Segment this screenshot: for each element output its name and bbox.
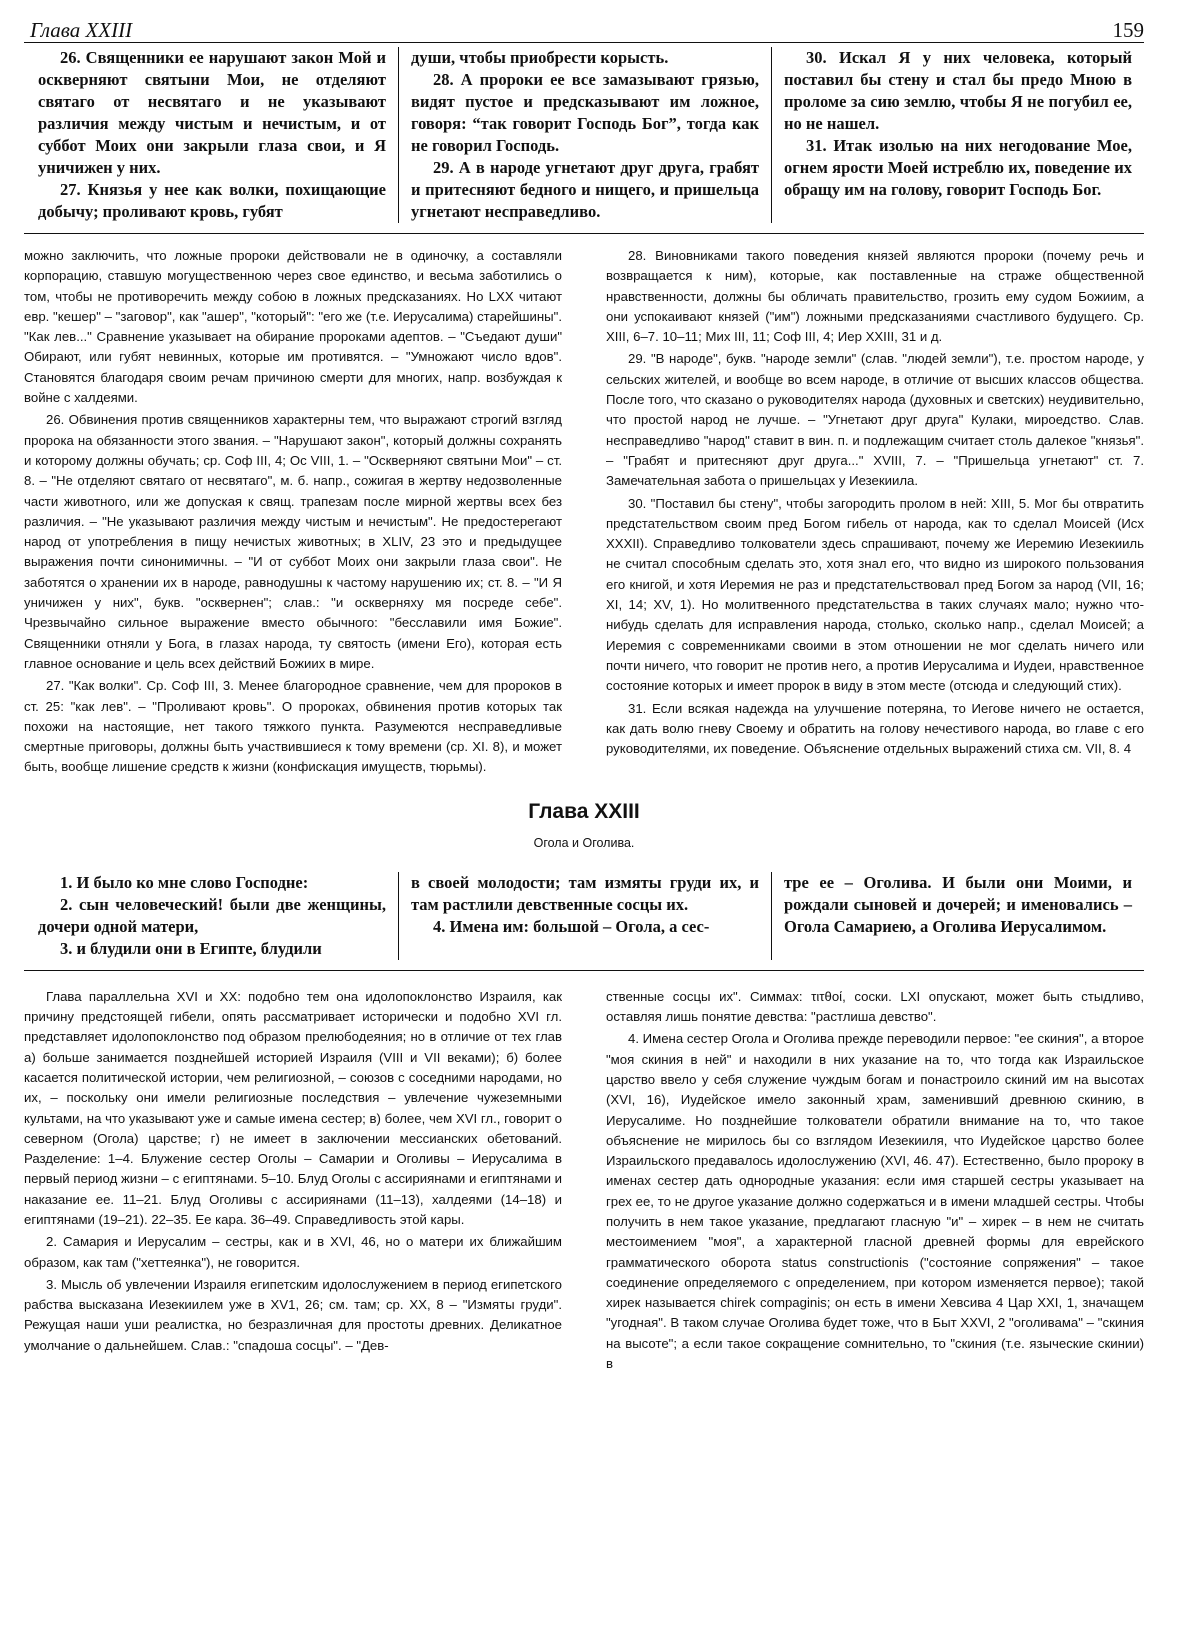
verse-column	[771, 47, 1144, 223]
divider	[24, 233, 1144, 234]
chapter-title: Глава XXIII	[528, 799, 640, 823]
verse-30: 30. Искал Я у них человека, который поставил бы стену и стал бы предо Мною в проломе за сию землю, чтобы Я не погубил ее, но не нашел.	[784, 48, 1132, 133]
commentary-top	[24, 246, 1144, 778]
commentary-bottom	[24, 987, 1144, 1375]
verse-28: 28. А пророки ее все замазывают грязью, видят пустое и предсказывают им ложное, говоря: “так говорит Господь Бог”, тогда как не говорил Господь.	[411, 70, 759, 155]
verse-27: 27. Князья у нее как волки, похищающие добычу; проливают кровь, губят	[38, 180, 386, 221]
commentary-paragraph: 28. Виновниками такого поведения князей являются пророки (почему речь и возвращается к ним), которые, как поставленные на страже общественной нравственности, должны бы обличать правительство, грозить ему судом Божиим, а они успокаивают князей ("им") ложными предсказаниями счастливого будущего. Ср. XIII, 6–7. 10–11; Мих III, 11; Соф III, 4; Иер XXIII, 31 и д.	[606, 248, 1144, 345]
verse-4: 4. Имена им: большой – Огола, а сес-	[433, 916, 710, 936]
verse-column	[24, 47, 398, 223]
scripture-verses-bottom	[24, 872, 1144, 960]
running-header	[24, 10, 1144, 43]
verse-3-continued: в своей молодости; там измяты груди их, и там растлили девственные сосцы их.	[411, 872, 759, 914]
scripture-verses-top	[24, 47, 1144, 223]
commentary-paragraph: 4. Имена сестер Огола и Оголива прежде переводили первое: "ее скиния", а второе "моя скиния в ней" и находили в них указание на то, что тогда как Израильское царство ввело у себя служение чуждым богам и понастроило скиний им на высотах (XVI, 16), Иудейское имело законный храм, заменивший древнюю скинию, в Иерусалиме. Но позднейшие толкователи обратили внимание на то, что такое объяснение не мирилось бы со взглядом Иезекииля, что Иудейское царство более Израильского предавалось идолослужению (XVI, 46. 47). Естественно, было пророку в именах сестер дать однородные указания: если имя старшей сестры указывает на грех ее, то не другое указание должно содержаться и в имени младшей сестры. Чтобы получить в нем такое указание, предлагают гласную "и" – хирек – в нем не считать местоимением "моя", а характерной гласной древней формы для еврейского грамматического оборота status constructionis ("состояние сопряжения" – такое соединение определяемого с определением, при котором изменяется первое); такой хирек называется chirek compaginis; он есть в имени Хевсива 4 Цар XXI, 1, значащем "угодная". В таком случае Оголива будет тоже, что в Быт XXVI, 2 "оголивама" – "скиния на высоте"; а если такое сокращение сомнительно, то "скиния (т.е. языческие скинии) в	[606, 1031, 1145, 1372]
verse-3: 3. и блудили они в Египте, блудили	[60, 938, 322, 958]
verse-4-continued: тре ее – Оголива. И были они Моими, и рождали сыновей и дочерей; и именовались – Огола Самариею, а Оголива Иерусалимом.	[784, 872, 1132, 936]
verse-26: 26. Священники ее нарушают закон Мой и оскверняют святыни Мои, не отделяют святаго от несвятаго и не указывают различия между чистым и нечистым, и от суббот Моих они закрыли глаза свои, и Я уничижен у них.	[38, 48, 386, 177]
page	[24, 10, 1144, 1374]
commentary-column	[24, 987, 584, 1375]
commentary-paragraph: 29. "В народе", букв. "народе земли" (слав. "людей земли"), т.е. простом народе, у сельских жителей, и вообще во всем народе, в отличие от высших классов общества. После того, что сказано о руководителях народа (духовных и светских) неудивительно, что простой народ не лучше. – "Угнетают друг друга" Кулаки, мироедство. Слав. несправедливо "народ" ставит в вин. п. и подлежащим считает столь далекое "князья". – "Грабят и притесняют друг друга..." XVIII, 7. – "Пришельца угнетают" ст. 7. Замечательная забота о пришельцах у Иезекиила.	[606, 351, 1144, 489]
verse-column	[398, 47, 771, 223]
verse-29: 29. А в народе угнетают друг друга, грабят и притесняют бедного и нищего, и пришельца угнетают несправедливо.	[411, 158, 759, 221]
commentary-column	[584, 246, 1144, 778]
verse-2: 2. сын человеческий! были две женщины, дочери одной матери,	[38, 894, 386, 936]
page-number: 159	[1112, 18, 1144, 42]
commentary-paragraph: 30. "Поставил бы стену", чтобы загородить пролом в ней: XIII, 5. Мог бы отвратить предстательством своим пред Богом гибель от народа, как то сделал Моисей (Исх XXXII). Справедливо толкователи здесь спрашивают, почему же Иеремию Иезекииль не считал способным сделать это, хотя знал его, что видно из широкого пользования его книгой, и хотя Иеремия не раз и предстательствовал пред Богом за народ (VII, 16; XI, 14; XV, 1). Но молитвенного предстательства в таких случаях мало; нужно что-нибудь сделать для исправления народа, столько, сколько напр., сделал Моисей; а Иеремия с современниками своими в этом отношении не мог сделать ничего или почти ничего, что говорит не против него, а против Иерусалима и Иудеи, нравственное состояние которых и имеет пророк в виду в этом месте (отсюда и следующий стих).	[606, 495, 1144, 694]
verse-27-continued: души, чтобы приобрести корысть.	[411, 48, 669, 67]
running-chapter-title: Глава XXIII	[30, 18, 133, 42]
verse-column	[24, 872, 398, 960]
commentary-column	[584, 987, 1144, 1375]
divider	[24, 970, 1144, 971]
verse-column	[771, 872, 1144, 960]
verse-column	[398, 872, 771, 960]
commentary-paragraph: 2. Самария и Иерусалим – сестры, как и в XVI, 46, но о матери их ближайшим образом, как там ("хеттеянка"), не говорится.	[24, 1234, 562, 1270]
verse-31: 31. Итак изолью на них негодование Мое, огнем ярости Моей истреблю их, поведение их обращу им на голову, говорит Господь Бог.	[784, 136, 1132, 199]
commentary-paragraph: 31. Если всякая надежда на улучшение потеряна, то Иегове ничего не остается, как дать волю гневу Своему и обратить на голову нечестивого народа, во главе с его руководителями, их поведение. Объяснение отдельных выражений стиха см. VII, 8. 4	[606, 700, 1144, 757]
commentary-paragraph: ственные сосцы их". Симмах: τιτθοί, соски. LXI опускают, может быть стыдливо, оставляя лишь понятие девства: "растлиша девство".	[606, 988, 1144, 1025]
verse-1: 1. И было ко мне слово Господне:	[60, 872, 309, 892]
commentary-paragraph: можно заключить, что ложные пророки действовали не в одиночку, а составляли корпорацию, ставшую могущественною через свое единство, и весьма заботились о том, чтобы не противоречить между собою в ложных предсказаниях. Но LXX читают евр. "кешер" – "заговор", как "ашер", "который": "его же (т.е. Иерусалима) старейшины". "Как лев..." Сравнение указывает на обирание пророками адептов. – "Съедают души" Обирают, или губят невинных, которые им противятся. – "Умножают число вдов". Становятся благодаря своим речам причиною смерти для многих, напр. возбуждая к войне с халдеями.	[24, 248, 562, 406]
commentary-paragraph: 27. "Как волки". Ср. Соф III, 3. Менее благородное сравнение, чем для пророков в ст. 25: "как лев". – "Проливают кровь". О пророках, обвинения против которых так похожи на настоящие, нет такого тяжкого пункта. Разумеются несправедливые смертные приговоры, должны быть участвившиеся к тому времени (ср. XI. 8), и может быть, вообще лишение средств к жизни (конфискация имуществ, тюрьмы).	[24, 678, 562, 775]
commentary-paragraph: 26. Обвинения против священников характерны тем, что выражают строгий взгляд пророка на обязанности этого звания. – "Нарушают закон", который должны сохранять и которому должны обучать; ср. Соф III, 4; Ос VIII, 1. – "Оскверняют святыни Мои" – ст. 8. – "Не отделяют святаго от несвятаго", м. б. напр., сожигая в жертву недозволенные части животного, или же допуская к свящ. трапезам после мирной жертвы всех без различия. – "Не указывают различия между чистым и нечистым". Не предостерегают народ от употребления в пищу нечистых животных; в XLIV, 23 это и предыдущее выражения почти синонимичны. – "И от суббот Моих они закрыли глаза свои". Не заботятся о хранении их в народе, равнодушны к частому нарушению их; ст. 8. – "И Я уничижен у них", букв. "осквернен"; слав.: "и оскверняху мя посреде себе". Чрезвычайно сильное выражение вместо обычного: "бесславили имя Божие". Священники отняли у Бога, в глазах народа, ту святость (имени Его), которая есть главное основание и цель всех действий Божиих в мире.	[24, 412, 562, 671]
commentary-paragraph: 3. Мысль об увлечении Израиля египетским идолослужением в период египетского рабства высказана Иезекиилем уже в XV1, 26; см. там; ср. XX, 8 – "Измяты груди". Режущая наши уши реалистка, но безразличная для простоты древних. Деликатное умолчание о дальнейшем. Слав.: "спадоша сосцы". – "Дев-	[24, 1276, 562, 1353]
chapter-subtitle: Огола и Оголива.	[533, 835, 635, 850]
commentary-column	[24, 246, 584, 778]
commentary-paragraph: Глава параллельна XVI и XX: подобно тем она идолопоклонство Израиля, как причину предстоящей гибели, опять рассматривает исторически и подобно XVI гл. представляет идолопоклонство под образом прелюбодеяния; но в отличие от тех глав а) больше занимается позднейшей историей Израиля (VIII и VII веками); б) более касается политической истории, чем религиозной, – союзов с соседними народами, но их, – поскольку они имели религиозные последствия – увлечение чужеземными культами, на что указывают уже и самые имена сестер; в) более, чем XVI гл., говорит о северном (Огола) царстве; г) не имеет в заключении мессианских обетований. Разделение: 1–4. Блужение сестер Оголы – Самарии и Оголивы – Иерусалима в первый период жизни – с египтянами. 5–10. Блуд Оголы с ассириянами и египтянами и наказание ее. 11–21. Блуд Оголивы с ассириянами (11–13), халдеями (14–18) и египтянами (19–21). 22–35. Ее кара. 36–49. Справедливость этой кары.	[24, 988, 562, 1227]
